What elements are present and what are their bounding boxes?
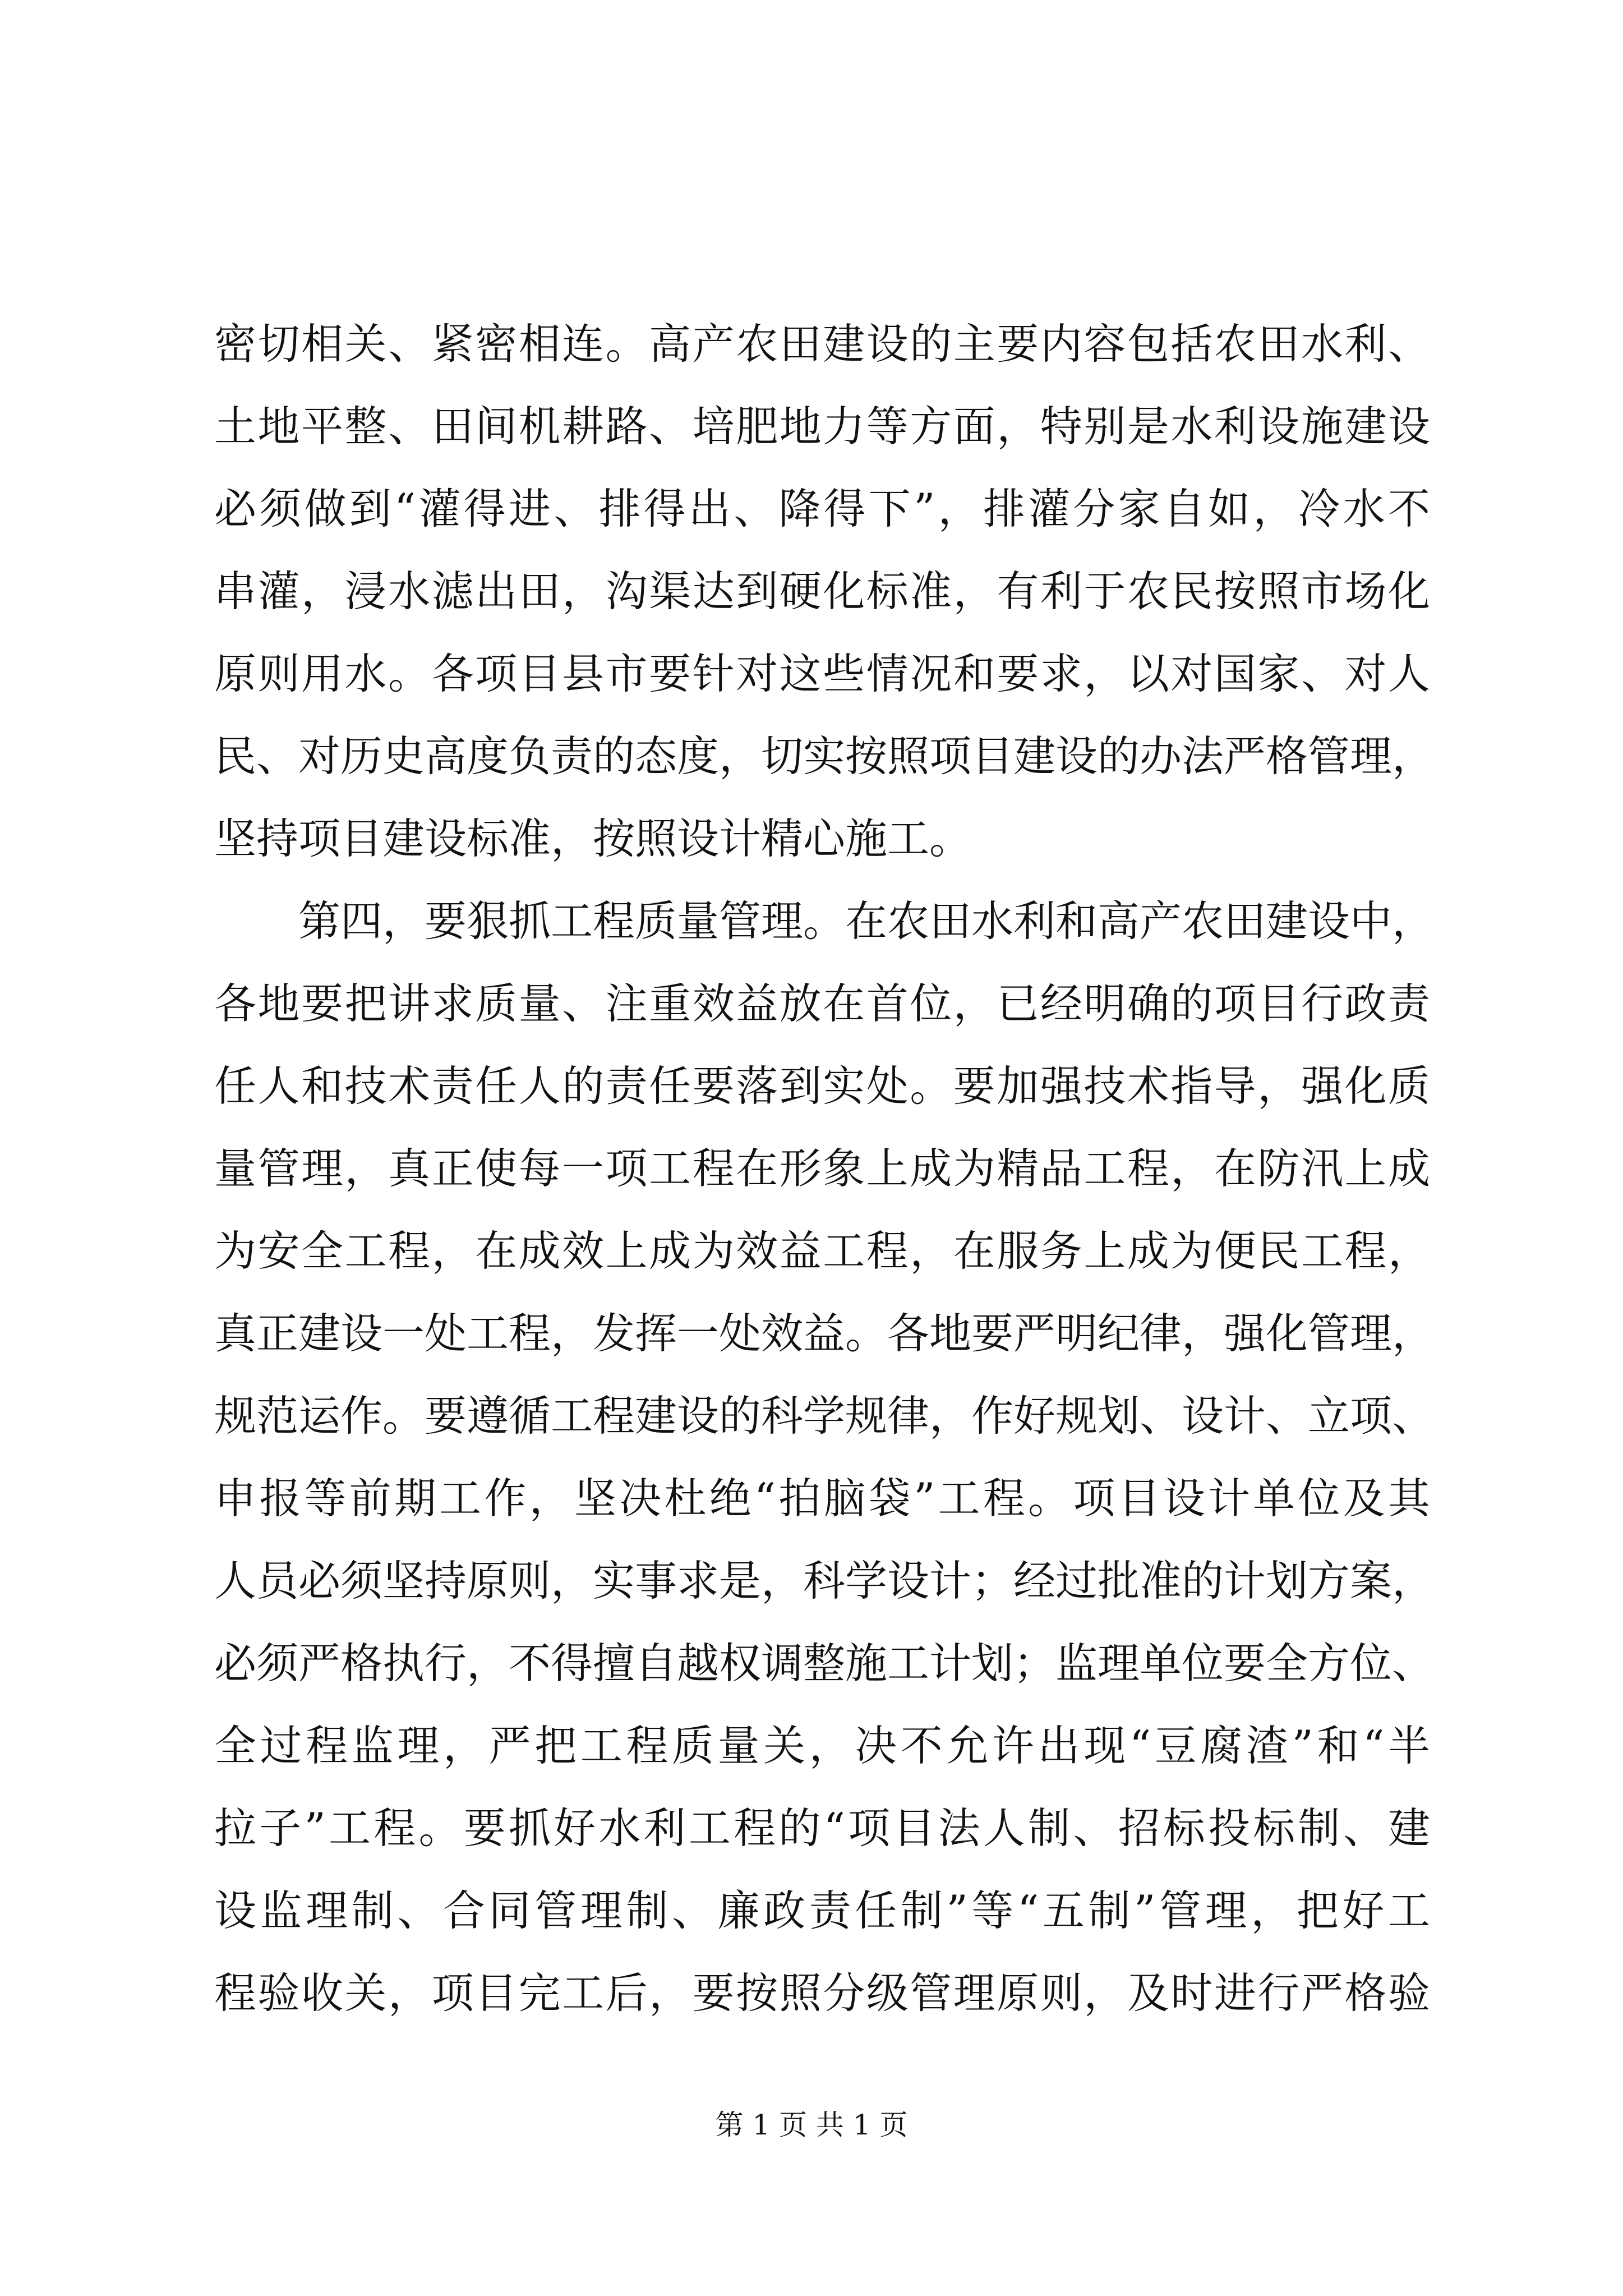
text-line: 为安全工程，在成效上成为效益工程，在服务上成为便民工程， (214, 1226, 1430, 1276)
text-line: 量管理，真正使每一项工程在形象上成为精品工程，在防汛上成 (214, 1144, 1430, 1193)
text-line: 原则用水。各项目县市要针对这些情况和要求，以对国家、对人 (214, 649, 1430, 698)
text-line: 真正建设一处工程，发挥一处效益。各地要严明纪律，强化管理， (214, 1309, 1435, 1358)
text-line: 设监理制、合同管理制、廉政责任制”等“五制”管理，把好工 (214, 1886, 1430, 1935)
text-line: 必须做到“灌得进、排得出、降得下”，排灌分家自如，冷水不 (214, 484, 1430, 533)
text-line: 密切相关、紧密相连。高产农田建设的主要内容包括农田水利、 (214, 319, 1430, 369)
text-line: 民、对历史高度负责的态度，切实按照项目建设的办法严格管理， (214, 731, 1435, 781)
text-line: 必须严格执行，不得擅自越权调整施工计划；监理单位要全方位、 (214, 1639, 1435, 1688)
page-number-footer: 第 1 页 共 1 页 (715, 2109, 908, 2141)
text-line: 土地平整、田间机耕路、培肥地力等方面，特别是水利设施建设 (214, 402, 1430, 451)
text-line: 拉子”工程。要抓好水利工程的“项目法人制、招标投标制、建 (214, 1803, 1430, 1853)
paragraph-1 (214, 303, 1435, 880)
text-line: 申报等前期工作，坚决杜绝“拍脑袋”工程。项目设计单位及其 (214, 1474, 1430, 1523)
paragraph-2 (214, 880, 1435, 2035)
text-line: 人员必须坚持原则，实事求是，科学设计；经过批准的计划方案， (214, 1556, 1435, 1605)
text-line: 串灌，浸水滤出田，沟渠达到硬化标准，有利于农民按照市场化 (214, 567, 1430, 616)
text-line: 任人和技术责任人的责任要落到实处。要加强技术指导，强化质 (214, 1061, 1430, 1111)
text-line: 全过程监理，严把工程质量关，决不允许出现“豆腐渣”和“半 (214, 1721, 1430, 1770)
text-line: 程验收关，项目完工后，要按照分级管理原则，及时进行严格验 (214, 1968, 1430, 2018)
document-body (214, 303, 1435, 2035)
text-line: 第四，要狠抓工程质量管理。在农田水利和高产农田建设中， (298, 896, 1435, 946)
text-line: 各地要把讲求质量、注重效益放在首位，已经明确的项目行政责 (214, 979, 1430, 1028)
text-line: 坚持项目建设标准，按照设计精心施工。 (214, 814, 972, 863)
text-line: 规范运作。要遵循工程建设的科学规律，作好规划、设计、立项、 (214, 1391, 1435, 1441)
